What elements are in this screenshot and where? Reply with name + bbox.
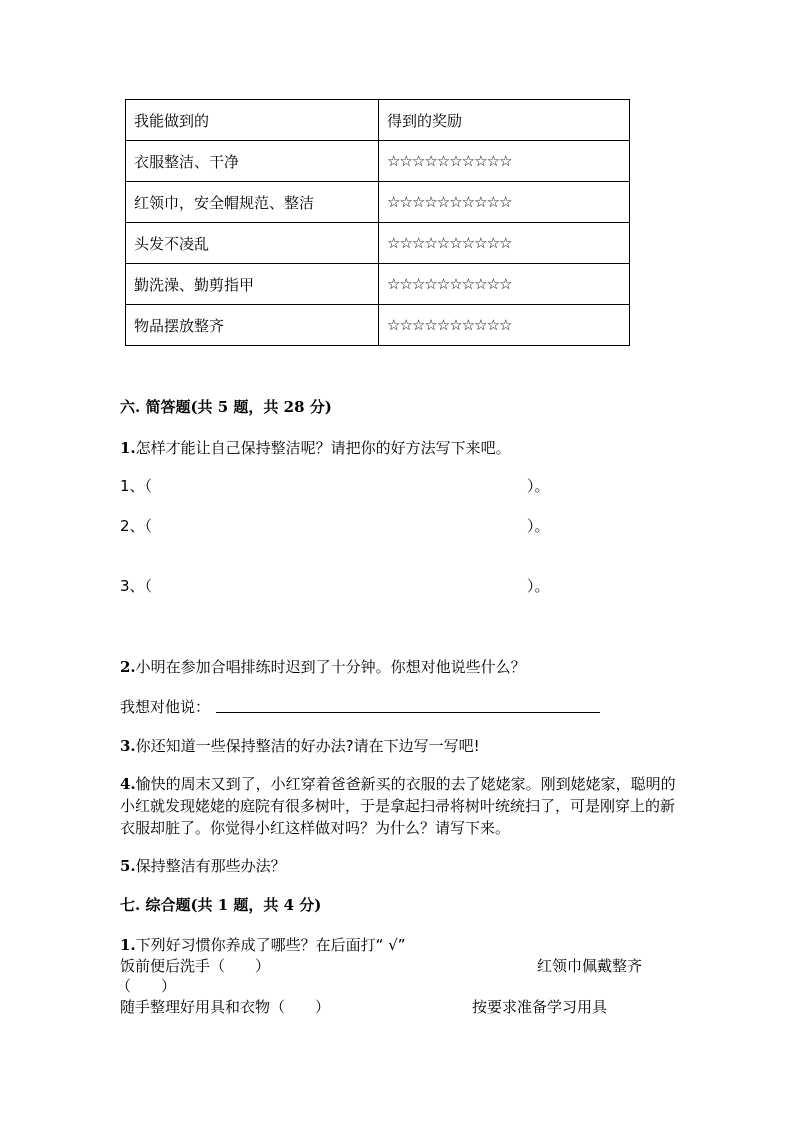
answer-label: 3、（ xyxy=(120,577,153,595)
table-cell-item: 头发不凌乱 xyxy=(126,223,379,264)
table-cell-stars[interactable]: ☆☆☆☆☆☆☆☆☆☆ xyxy=(379,264,630,305)
habit-item[interactable]: 按要求准备学习用具 xyxy=(472,998,608,1016)
table-header-cell: 我能做到的 xyxy=(126,100,379,141)
section-title-7: 七. 综合题(共 1 题，共 4 分) xyxy=(120,896,322,914)
question-text: 愉快的周末又到了，小红穿着爸爸新买的衣服的去了姥姥家。刚到姥姥家，聪明的小红就发现姥姥的庭院有很多树叶，于是拿起扫帚将树叶统统扫了，可是刚穿上的新衣服却脏了。你觉得小红这样做对吗？为什么？请写下来。 xyxy=(120,775,676,837)
answer-label: 1、（ xyxy=(120,477,153,495)
table-cell-item: 物品摆放整齐 xyxy=(126,305,379,346)
question-number: 4. xyxy=(120,775,136,793)
question-6-2 xyxy=(120,656,526,677)
answer-blank-1[interactable] xyxy=(160,472,525,494)
table-cell-stars[interactable]: ☆☆☆☆☆☆☆☆☆☆ xyxy=(379,182,630,223)
table-header-row xyxy=(126,100,630,141)
section-title-6: 六. 简答题(共 5 题，共 28 分) xyxy=(120,398,332,416)
question-6-4 xyxy=(120,773,680,839)
table-cell-stars[interactable]: ☆☆☆☆☆☆☆☆☆☆ xyxy=(379,223,630,264)
question-number: 1. xyxy=(120,439,136,457)
answer-close-2: ）。 xyxy=(527,517,550,535)
question-number: 2. xyxy=(120,658,136,676)
question-6-3 xyxy=(120,735,480,756)
question-7-1 xyxy=(120,934,406,955)
table-cell-item: 衣服整洁、干净 xyxy=(126,141,379,182)
question-text: 下列好习惯你养成了哪些？在后面打“ √” xyxy=(135,936,406,954)
answer-line-2 xyxy=(120,515,152,536)
question-6-5 xyxy=(120,855,286,876)
table-row xyxy=(126,223,630,264)
question-text: 你还知道一些保持整洁的好办法?请在下边写一写吧! xyxy=(135,737,480,755)
answer-line-1 xyxy=(120,475,152,496)
question-text: 小明在参加合唱排练时迟到了十分钟。你想对他说些什么？ xyxy=(135,658,526,676)
answer-close-3: ）。 xyxy=(527,577,550,595)
table-row xyxy=(126,305,630,346)
question-6-1 xyxy=(120,437,511,458)
question-number: 3. xyxy=(120,737,136,755)
table-cell-item: 红领巾，安全帽规范、整洁 xyxy=(126,182,379,223)
answer-label: 2、（ xyxy=(120,517,153,535)
q2-answer-line[interactable] xyxy=(216,711,600,713)
habit-checkbox[interactable]: （ ） xyxy=(116,977,177,995)
question-number: 1. xyxy=(120,936,136,954)
table-row xyxy=(126,141,630,182)
answer-line-3 xyxy=(120,575,152,596)
table-cell-stars[interactable]: ☆☆☆☆☆☆☆☆☆☆ xyxy=(379,141,630,182)
question-text: 保持整洁有那些办法？ xyxy=(135,857,286,875)
habit-item[interactable]: 随手整理好用具和衣物（ ） xyxy=(120,998,331,1016)
answer-blank-2[interactable] xyxy=(160,512,525,534)
table-header-cell: 得到的奖励 xyxy=(379,100,630,141)
question-text: 怎样才能让自己保持整洁呢？请把你的好方法写下来吧。 xyxy=(135,439,511,457)
habit-item[interactable]: 饭前便后洗手（ ） xyxy=(120,957,271,975)
answer-close-1: ）。 xyxy=(527,477,550,495)
question-number: 5. xyxy=(120,857,136,875)
table-cell-item: 勤洗澡、勤剪指甲 xyxy=(126,264,379,305)
q2-prompt: 我想对他说： xyxy=(120,698,211,716)
table-row xyxy=(126,264,630,305)
habit-item[interactable]: 红领巾佩戴整齐 xyxy=(537,957,643,975)
table-cell-stars[interactable]: ☆☆☆☆☆☆☆☆☆☆ xyxy=(379,305,630,346)
answer-blank-3[interactable] xyxy=(160,572,525,594)
reward-table xyxy=(125,99,630,346)
table-row xyxy=(126,182,630,223)
